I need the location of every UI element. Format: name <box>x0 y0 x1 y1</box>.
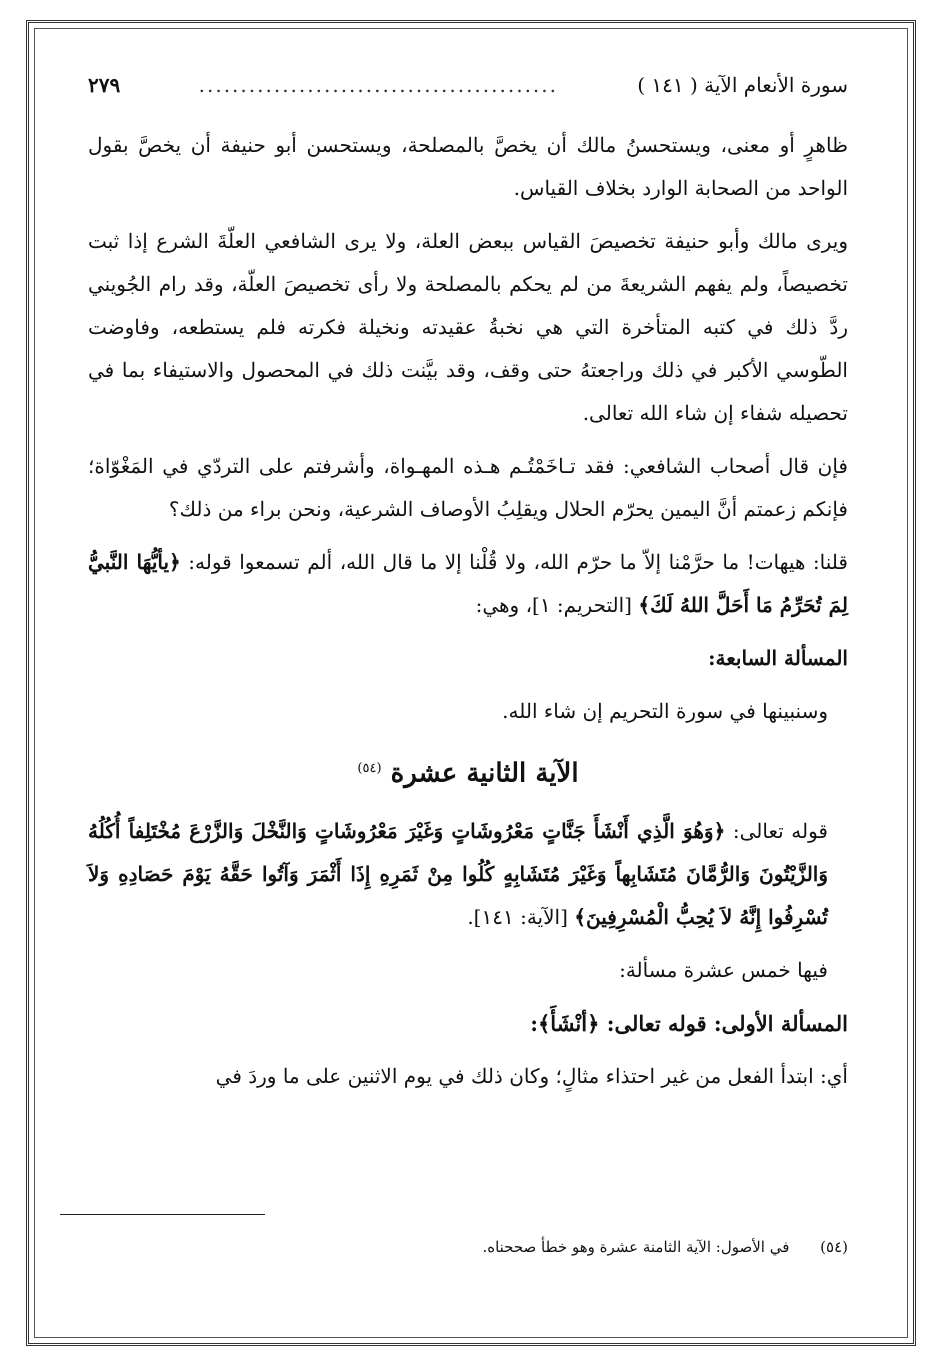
verse-reference: [الآية: ١٤١]. <box>467 904 575 929</box>
issue-count: فيها خمس عشرة مسألة: <box>619 957 828 982</box>
running-header <box>88 55 848 116</box>
issue-7-title: المسألة السابعة: <box>708 646 848 670</box>
paragraph-1: ظاهرٍ أو معنى، ويستحسنُ مالك أن يخصَّ بالمصلحة، ويستحسن أبو حنيفة أن يخصَّ بقول الواحد من الصحابة الوارد بخلاف القياس. <box>88 133 848 200</box>
paragraph-4 <box>88 541 848 627</box>
paragraph-2: ويرى مالك وأبو حنيفة تخصيصَ القياس ببعض العلة، ولا يرى الشافعي العلّةَ الشرع إذا ثبت تخصيصاً، ولم يفهم الشريعةَ من لم يحكم بالمصلحة ولا رأى تخصيصَ العلّة، وقد رام الجُويني ردَّ ذلك في كتبه المتأخرة التي هي نخبةُ عقيدته ونخيلة فكرته فلم يستطعه، وفاوضت الطّوسي الأكبر في ذلك وراجعتهُ حتى وقف، وقد بيَّنت ذلك في المحصول والاستيفاء بما في تحصيله شفاء إن شاء الله تعالى. <box>88 229 848 425</box>
paragraph-3: فإن قال أصحاب الشافعي: فقد تـاخَمْتُـم هـذه المهـواة، وأشرفتم على التردّي في المَغْوّاة؛ فإنكم زعمتم أنَّ اليمين يحرّم الحلال ويقلِبُ الأوصاف الشرعية، ونحن براء من ذلك؟ <box>88 454 848 521</box>
verse-paragraph <box>88 810 848 939</box>
issue-7-text: وسنبينها في سورة التحريم إن شاء الله. <box>502 699 828 723</box>
issue-1-title: المسألة الأولى: قوله تعالى: ﴿أنْشَأَ﴾: <box>530 1010 848 1036</box>
quran-verse-141: ﴿وَهُوَ الَّذِي أَنْشَأَ جَنَّاتٍ مَعْرُوشَاتٍ وَغَيْرَ مَعْرُوشَاتٍ وَالنَّخْلَ وَالزَّرْعَ مُخْتَلِفاً أُكُلُهُ وَالزَّيْتُونَ وَالرُّمَّانَ مُتَشَابِهاً وَغَيْرَ مُتَشَابِهٍ كُلُوا مِنْ ثَمَرِهِ إِذَا أَثْمَرَ وَآتُوا حَقَّهُ يَوْمَ حَصَادِهِ وَلاَ تُسْرِفُوا إِنَّهُ لاَ يُحِبُّ الْمُسْرِفِينَ﴾ <box>88 818 828 929</box>
section-heading-text: الآية الثانية عشرة <box>390 758 579 789</box>
paragraph-4-text-b: [التحريم: ١]، وهي: <box>475 593 639 617</box>
quran-quote-tahrim: ﴿يأيُّهَا النَّبيُّ لِمَ تُحَرِّمُ مَا أَحَلَّ اللهُ لَكَ﴾ <box>88 550 848 617</box>
footnote-number: (٥٤) <box>820 1238 848 1256</box>
surah-title: سورة الأنعام الآية ( ١٤١ ) <box>637 73 848 97</box>
footnote-text: في الأصول: الآية الثامنة عشرة وهو خطأ صححناه. <box>482 1238 790 1256</box>
issue-1-text: أي: ابتدأ الفعل من غير احتذاء مثالٍ؛ وكان ذلك في يوم الاثنين على ما وردَ في <box>215 1063 848 1088</box>
header-dots: ........................................... <box>198 73 558 97</box>
footnote-separator <box>60 1214 265 1215</box>
paragraph-4-text-a: قلنا: هيهات! ما حرَّمْنا إلاّ ما حرّم الله، ولا قُلْنا إلا ما قال الله، ألم تسمعوا قوله: <box>180 550 848 574</box>
page-content <box>88 55 848 1108</box>
section-heading-footnote-ref: (٥٤) <box>357 761 382 776</box>
section-heading <box>88 747 848 796</box>
page-number: ٢٧٩ <box>88 73 121 97</box>
verse-intro: قوله تعالى: <box>725 818 828 843</box>
footnote <box>88 1238 848 1256</box>
